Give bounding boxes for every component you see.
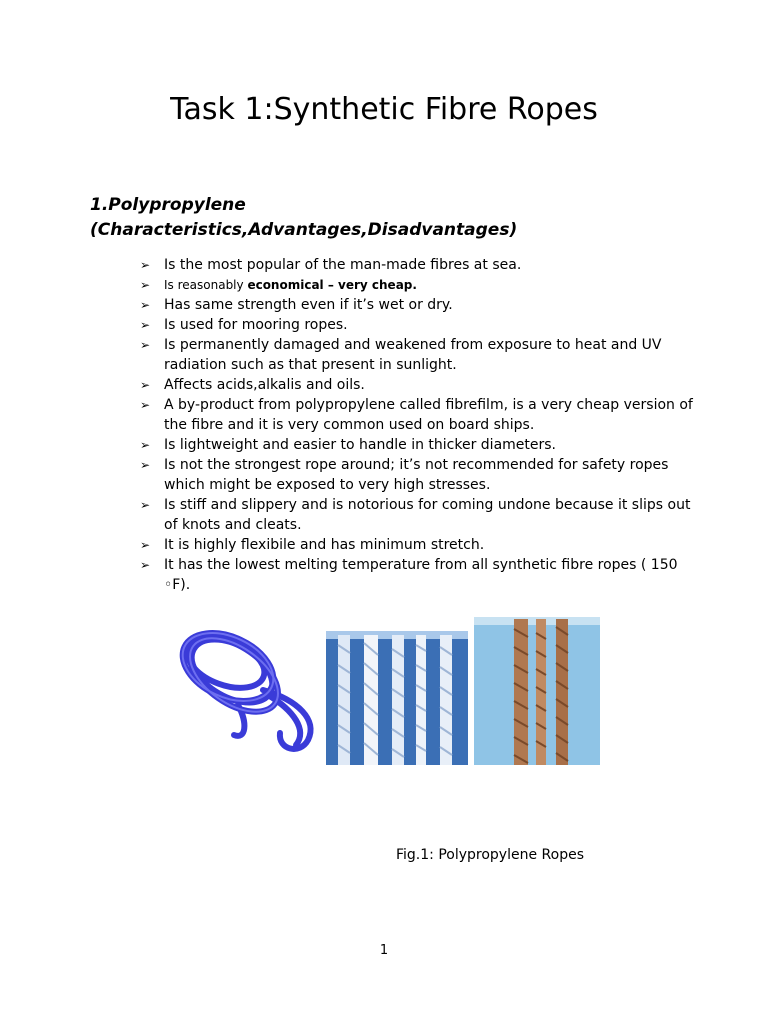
list-item: ➢ It is highly flexibile and has minimum stretch. — [140, 537, 485, 553]
page-number: 1 — [379, 943, 389, 958]
section-heading-line2: (Characteristics,Advantages,Disadvantages) — [90, 220, 518, 240]
arrow-bullet-icon: ➢ — [140, 458, 151, 472]
arrow-bullet-icon: ➢ — [140, 538, 151, 552]
arrow-bullet-icon: ➢ — [140, 438, 151, 452]
list-item: ➢ Is not the strongest rope around; it’s not recommended for safety ropes which might be exposed to very high stresses. — [140, 457, 669, 493]
arrow-bullet-icon: ➢ — [140, 398, 151, 412]
bullet-prefix-text: Is reasonably — [164, 278, 248, 292]
bullet-list — [140, 255, 700, 595]
list-item — [140, 275, 700, 295]
brown-ropes-panel-image — [474, 617, 600, 765]
arrow-bullet-icon: ➢ — [140, 338, 151, 352]
arrow-bullet-icon: ➢ — [140, 558, 151, 572]
list-item: ➢ Affects acids,alkalis and oils. — [140, 377, 365, 393]
list-item: ➢ Is stiff and slippery and is notorious for coming undone because it slips out of knots and cleats. — [140, 497, 691, 533]
arrow-bullet-icon: ➢ — [140, 378, 151, 392]
arrow-bullet-icon: ➢ — [140, 498, 151, 512]
arrow-bullet-icon: ➢ — [140, 298, 151, 312]
list-item: ➢ A by-product from polypropylene called fibrefilm, is a very cheap version of the fibre and it is very common used on board ships. — [140, 397, 693, 433]
section-heading — [90, 193, 517, 243]
list-item: ➢ Is used for mooring ropes. — [140, 317, 348, 333]
list-item: ➢ Is permanently damaged and weakened from exposure to heat and UV radiation such as that present in sunlight. — [140, 337, 662, 373]
figure-caption: Fig.1: Polypropylene Ropes — [396, 847, 584, 863]
white-ropes-panel-image — [326, 631, 468, 765]
arrow-bullet-icon: ➢ — [140, 258, 151, 272]
arrow-bullet-icon: ➢ — [140, 318, 151, 332]
section-heading-line1: 1.Polypropylene — [90, 195, 246, 215]
list-item: ➢ Has same strength even if it’s wet or dry. — [140, 297, 453, 313]
page-title: Task 1:Synthetic Fibre Ropes — [170, 92, 598, 127]
arrow-bullet-icon: ➢ — [140, 278, 151, 292]
blue-rope-coil-image — [168, 605, 320, 770]
list-item: ➢ Is the most popular of the man-made fibres at sea. — [140, 257, 522, 273]
list-item: ➢ Is lightweight and easier to handle in thicker diameters. — [140, 437, 557, 453]
rope-figures — [168, 605, 600, 770]
list-item: ➢ It has the lowest melting temperature from all synthetic fibre ropes ( 150 ◦F). — [140, 557, 678, 593]
bullet-bold-text: economical – very cheap. — [247, 278, 417, 292]
